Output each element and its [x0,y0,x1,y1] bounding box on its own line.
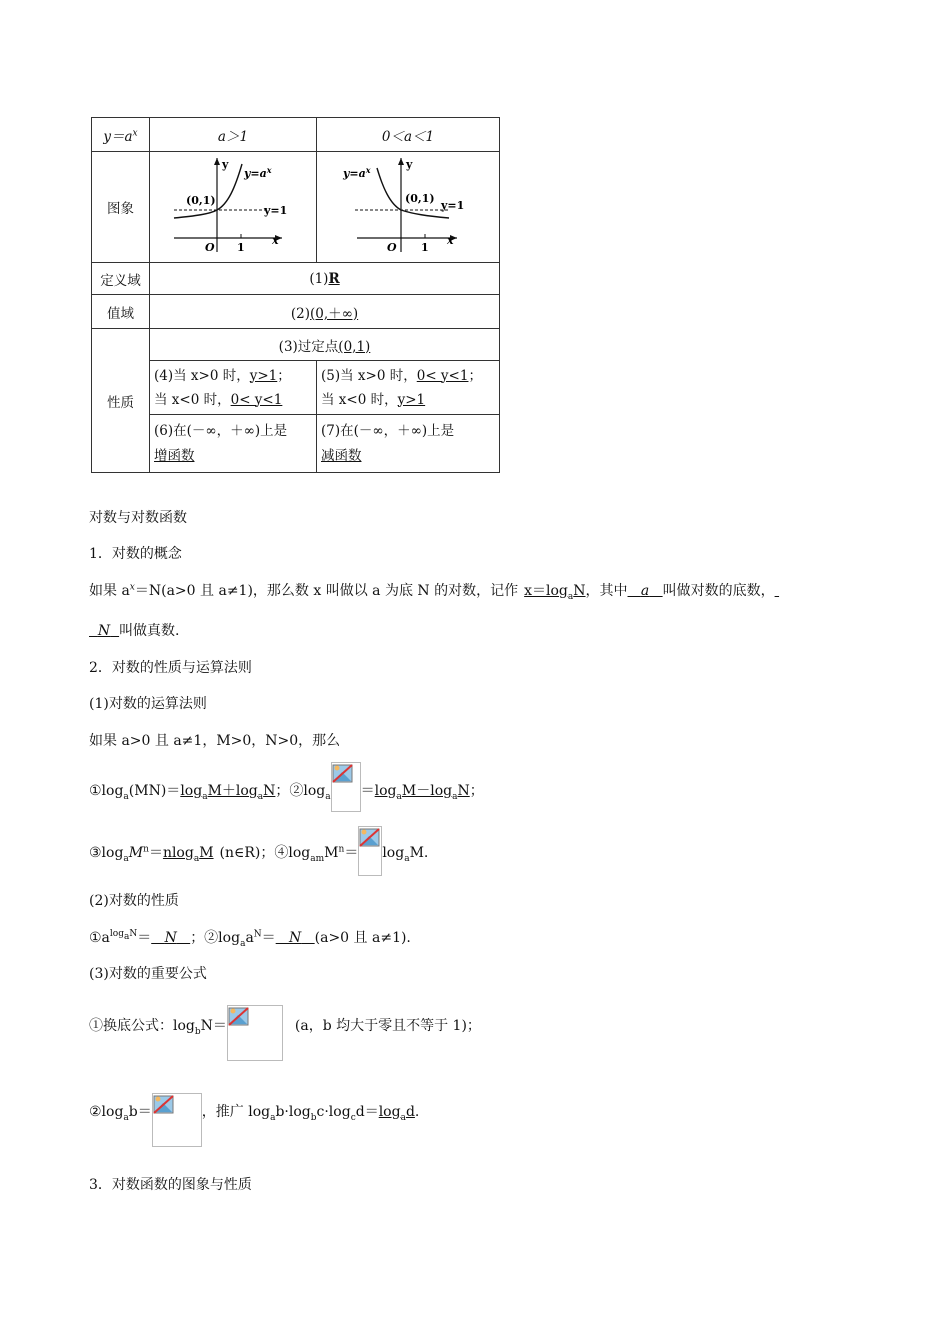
domain-cell: (1)R [150,263,500,295]
graph-increasing [150,152,316,258]
curve-label: $y=a^x$ [343,165,371,180]
heading-log-function: 3．对数函数的图象与性质 [89,1177,252,1193]
log-reciprocal-line: $②\log_ab=$ ，推广 $\log_ab\cdot\log_bc\cdot\log_cd=\log_ad$. [89,1093,419,1149]
property-4-cell: (4)当 x>0 时，y>1； 当 x<0 时，0< y<1 [150,361,317,415]
property-7-cell: (7)在(－∞，＋∞)上是 减函数 [317,415,500,473]
row-label-domain: 定义域 [92,263,150,295]
point-label: (0,1) [186,194,216,207]
section-heading-log: 对数与对数函数 [89,510,187,526]
y-axis-label: y [222,158,229,171]
formula-image-placeholder [331,762,361,812]
tick-one-label: 1 [421,241,429,254]
rules-condition: 如果 a>0 且 a≠1，M>0，N>0，那么 [89,733,341,749]
formula-image-placeholder [227,1005,283,1061]
formula-image-placeholder [358,826,382,876]
x-axis-label: x [447,234,454,247]
property-5-cell: (5)当 x>0 时，0< y<1； 当 x<0 时，y>1 [317,361,500,415]
rule-line-1: $①\log_a(MN)=\log_aM+\log_aN$；$②\log_a$ $=\log_aM-\log_aN$； [89,762,484,812]
header-a-gt-1: a＞1 [150,118,317,152]
point-label: (0,1) [405,192,435,205]
heading-log-concept: 1．对数的概念 [89,546,182,562]
table-corner: $y=a^x$ [92,118,150,152]
fixed-point-cell: (3)过定点(0,1) [150,329,500,361]
change-of-base-line: ①换底公式：$\log_bN=$ (a，b 均大于零且不等于 1)； [89,1005,481,1061]
origin-label: O [205,241,215,254]
heading-log-properties-2: (2)对数的性质 [89,893,179,909]
row-label-properties: 性质 [92,329,150,473]
y-axis-label: y [406,158,413,171]
exponential-function-table [91,117,500,473]
origin-label: O [387,241,397,254]
tick-one-label: 1 [237,241,245,254]
property-6-cell: (6)在(－∞，＋∞)上是 增函数 [150,415,317,473]
asymptote-label: y=1 [441,199,465,212]
row-label-image: 图象 [92,152,150,263]
heading-log-properties: 2．对数的性质与运算法则 [89,660,252,676]
formula-image-placeholder [152,1093,202,1147]
header-a-lt-1: 0＜a＜1 [317,118,500,152]
curve-label: $y=a^x$ [244,165,272,180]
row-label-range: 值域 [92,295,150,329]
range-cell: (2)(0,＋∞) [150,295,500,329]
heading-log-rules: (1)对数的运算法则 [89,696,207,712]
log-definition-line-2: N 叫做真数. [97,623,180,639]
property-line: $①a^{log_aN}=$ N ；$②\log_aa^N=$ N (a>0 且 a≠1). [89,929,411,949]
log-definition-line-1: 如果 $a^x=N(a>0$ 且 a≠1)，那么数 x 叫做以 a 为底 N 的对数，记作 $x=\log_aN$，其中 a 叫做对数的底数， [89,582,775,602]
asymptote-label: y=1 [264,204,288,217]
graph-increasing-cell [150,152,317,263]
graph-decreasing-cell [317,152,500,263]
x-axis-label: x [272,234,279,247]
heading-log-formulas: (3)对数的重要公式 [89,966,207,982]
rule-line-2: $③\log_aM^n=nlog_aM$ (n∈R)；$④\log_{am}M^n=$ $\log_aM$. [89,826,428,876]
graph-decreasing [317,152,499,258]
